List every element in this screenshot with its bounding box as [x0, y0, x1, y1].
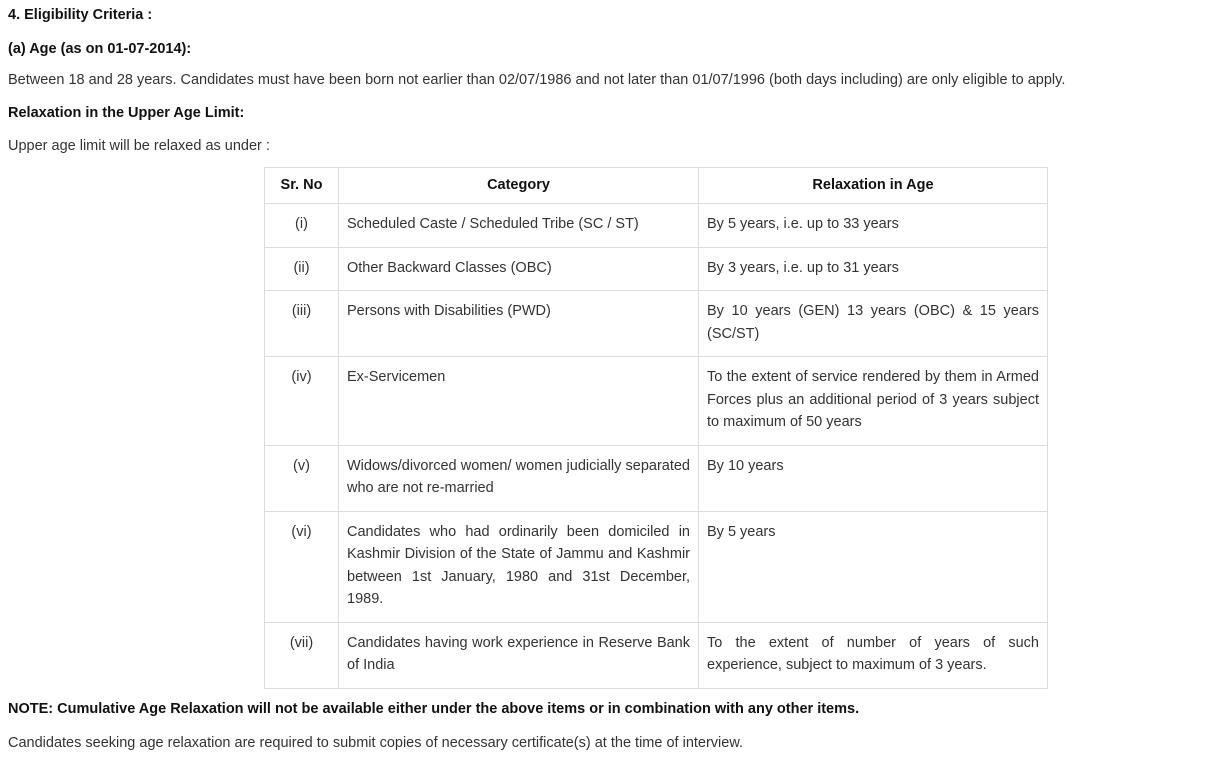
table-row — [265, 357, 1048, 446]
row-category: Other Backward Classes (OBC) — [339, 247, 699, 291]
row-category: Widows/divorced women/ women judicially separated who are not re-married — [339, 445, 699, 511]
header-relaxation: Relaxation in Age — [699, 168, 1048, 204]
header-sr-no: Sr. No — [265, 168, 339, 204]
row-relaxation: By 5 years, i.e. up to 33 years — [699, 204, 1048, 248]
row-sr-no: (iv) — [265, 357, 339, 446]
row-relaxation: To the extent of number of years of such experience, subject to maximum of 3 years. — [699, 622, 1048, 688]
table-row — [265, 622, 1048, 688]
table-row — [265, 204, 1048, 248]
row-relaxation: By 3 years, i.e. up to 31 years — [699, 247, 1048, 291]
cumulative-relaxation-note: NOTE: Cumulative Age Relaxation will not be available either under the above items or in combination with any other items. — [8, 701, 860, 717]
row-sr-no: (vi) — [265, 511, 339, 622]
row-category: Candidates having work experience in Reserve Bank of India — [339, 622, 699, 688]
table-header-row — [265, 168, 1048, 204]
table-row — [265, 291, 1048, 357]
row-category: Candidates who had ordinarily been domiciled in Kashmir Division of the State of Jammu and Kashmir between 1st January, 1980 and 31st December, 1989. — [339, 511, 699, 622]
row-sr-no: (iii) — [265, 291, 339, 357]
relaxation-intro-text: Upper age limit will be relaxed as under : — [8, 138, 270, 154]
table-row — [265, 511, 1048, 622]
age-heading: (a) Age (as on 01-07-2014): — [8, 41, 192, 57]
age-requirement-text: Between 18 and 28 years. Candidates must have been born not earlier than 02/07/1986 and not later than 01/07/1996 (both days including) are only eligible to apply. — [8, 72, 1066, 88]
row-relaxation: By 10 years — [699, 445, 1048, 511]
table-row — [265, 247, 1048, 291]
row-relaxation: By 5 years — [699, 511, 1048, 622]
row-category: Persons with Disabilities (PWD) — [339, 291, 699, 357]
age-relaxation-table — [264, 167, 1048, 689]
section-heading: 4. Eligibility Criteria : — [8, 7, 153, 23]
certificate-requirement-text: Candidates seeking age relaxation are required to submit copies of necessary certificate(s) at the time of interview. — [8, 735, 744, 751]
row-sr-no: (ii) — [265, 247, 339, 291]
row-relaxation: By 10 years (GEN) 13 years (OBC) & 15 years (SC/ST) — [699, 291, 1048, 357]
row-category: Scheduled Caste / Scheduled Tribe (SC / ST) — [339, 204, 699, 248]
row-category: Ex-Servicemen — [339, 357, 699, 446]
relaxation-heading: Relaxation in the Upper Age Limit: — [8, 105, 245, 121]
table-row — [265, 445, 1048, 511]
header-category: Category — [339, 168, 699, 204]
row-sr-no: (v) — [265, 445, 339, 511]
row-sr-no: (i) — [265, 204, 339, 248]
row-relaxation: To the extent of service rendered by them in Armed Forces plus an additional period of 3 years subject to maximum of 50 years — [699, 357, 1048, 446]
row-sr-no: (vii) — [265, 622, 339, 688]
